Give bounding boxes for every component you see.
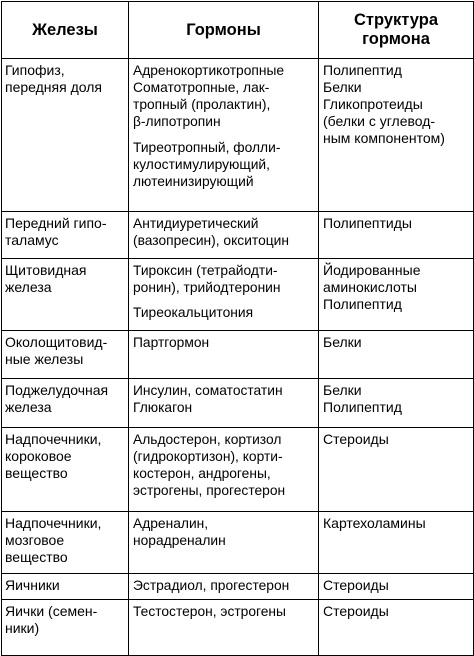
gland-cell: Яичники [2,574,129,600]
gland-cell: Надпочечники, мозговое вещество [2,512,129,574]
table-row [2,574,474,600]
gland-cell: Поджелудочная железа [2,379,129,428]
table-row [2,428,474,512]
table-row [2,212,474,259]
table-row [2,59,474,212]
gland-cell: Передний гипо- таламус [2,212,129,259]
structure-cell: Белки [319,331,474,379]
table-row [2,331,474,379]
gland-cell: Околощитовид- ные железы [2,331,129,379]
table-row [2,259,474,331]
table-row [2,600,474,656]
hormones-cell: Тироксин (тетрайодти- ронин), трийодтеронин Тиреокальцитония [129,259,319,331]
structure-cell: Картехоламины [319,512,474,574]
header-structure: Структура гормона [319,2,474,59]
structure-cell: Белки Полипептид [319,379,474,428]
structure-cell: Полипептид Белки Гликопротеиды (белки с углевод- ным компонентом) [319,59,474,212]
hormones-cell: Тестостерон, эстрогены [129,600,319,656]
structure-cell: Стероиды [319,574,474,600]
structure-cell: Йодированные аминокислоты Полипептид [319,259,474,331]
hormones-cell: Адреналин, норадреналин [129,512,319,574]
hormones-cell: Антидиуретический (вазопресин), окситоцин [129,212,319,259]
header-row [2,2,474,59]
header-hormones: Гормоны [129,2,319,59]
gland-cell: Гипофиз, передняя доля [2,59,129,212]
hormones-cell: Альдостерон, кортизол (гидрокортизон), корти- костерон, андрогены, эстрогены, прогестерон [129,428,319,512]
table-row [2,379,474,428]
hormone-table [1,1,474,656]
hormones-cell: Адренокортикотропные Соматотропные, лак- тропный (пролактин), β-липотропин Тиреотропный, фолли- кулостимулирующий, лютеинизирующий [129,59,319,212]
structure-cell: Полипептиды [319,212,474,259]
hormones-cell: Партгормон [129,331,319,379]
header-glands: Железы [2,2,129,59]
gland-cell: Щитовидная железа [2,259,129,331]
table-row [2,512,474,574]
hormones-cell: Эстрадиол, прогестерон [129,574,319,600]
gland-cell: Надпочечники, короковое вещество [2,428,129,512]
structure-cell: Стероиды [319,428,474,512]
gland-cell: Яички (семен- ники) [2,600,129,656]
hormones-cell: Инсулин, соматостатин Глюкагон [129,379,319,428]
structure-cell: Стероиды [319,600,474,656]
